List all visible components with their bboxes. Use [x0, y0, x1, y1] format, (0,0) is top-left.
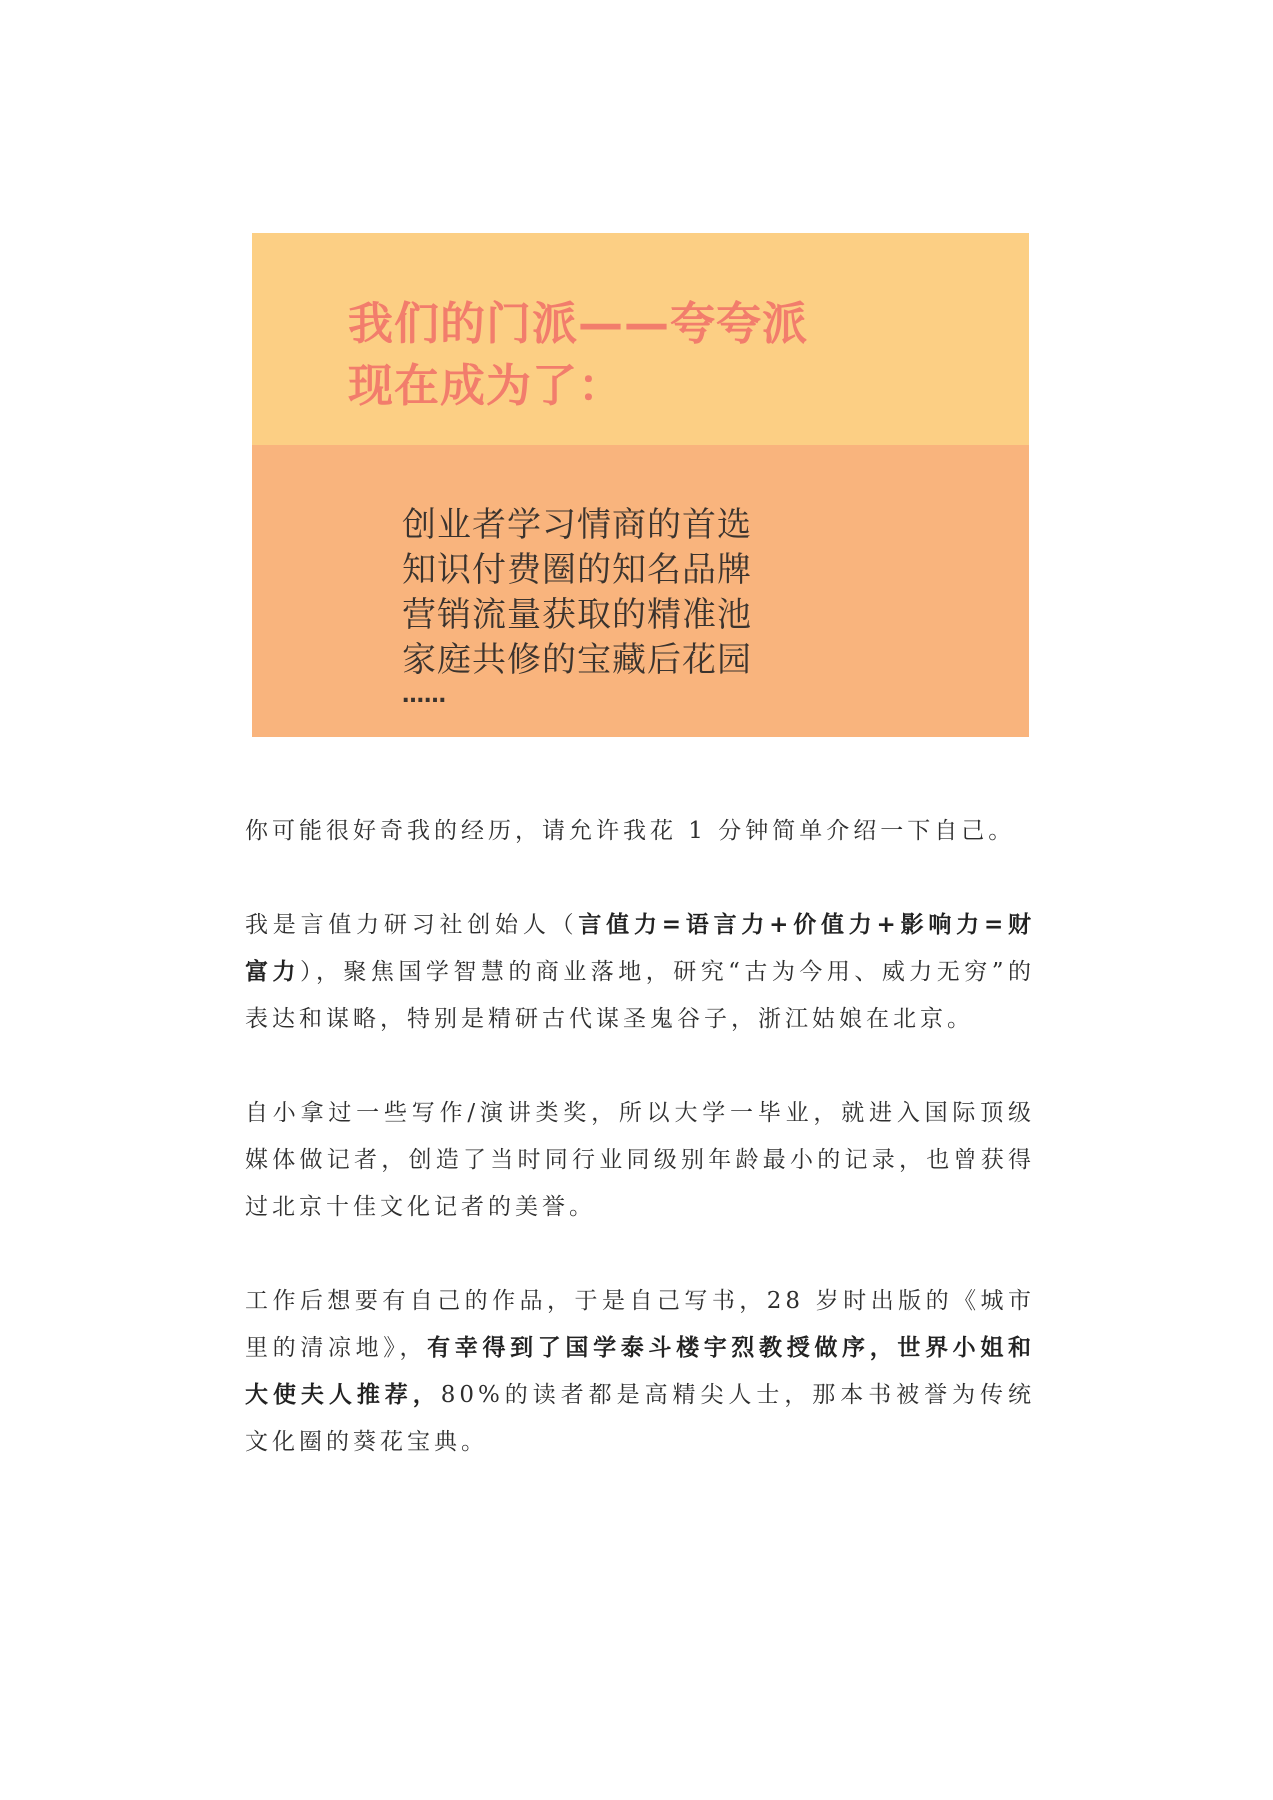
text-segment: 自小拿过一些写作/演讲类奖，所以大学一毕业，就进入国际顶级媒体做记者，创造了当时同行业同级别年龄最小的记录，也曾获得过北京十佳文化记者的美誉。 — [245, 1100, 1035, 1220]
promo-banner — [252, 233, 1029, 737]
paragraph-intro — [245, 808, 1035, 855]
banner-achievement-list — [402, 503, 752, 709]
banner-list-item: 知识付费圈的知名品牌 — [402, 550, 752, 590]
banner-title — [348, 293, 808, 417]
banner-list-item: 营销流量获取的精准池 — [402, 595, 752, 635]
banner-title-panel — [252, 233, 1029, 445]
text-segment: ），聚焦国学智慧的商业落地，研究“古为今用、威力无穷”的表达和谋略，特别是精研古代谋圣鬼谷子，浙江姑娘在北京。 — [245, 959, 1035, 1032]
paragraph-journalist — [245, 1090, 1035, 1231]
banner-list-item: 家庭共修的宝藏后花园 — [402, 640, 752, 680]
text-segment: 工作后想要有自己的作品，于是自己写书，28 岁时出版的《城市里的清凉地》， — [245, 1288, 1035, 1361]
banner-title-line-2: 现在成为了： — [348, 359, 625, 412]
text-segment: 你可能很好奇我的经历，请允许我花 1 分钟简单介绍一下自己。 — [245, 818, 1016, 844]
banner-title-line-1: 我们的门派——夸夸派 — [348, 297, 809, 350]
text-segment: 我是言值力研习社创始人（ — [245, 912, 579, 938]
paragraph-author — [245, 1278, 1035, 1466]
body-text — [245, 808, 1035, 1513]
banner-list-item: 创业者学习情商的首选 — [402, 505, 752, 545]
banner-list-ellipsis: …… — [402, 683, 446, 708]
bold-text-segment: 言值力=语言力+价值力+影响力=财富力 — [245, 912, 1035, 985]
text-segment: 80%的读者都是高精尖人士，那本书被誉为传统文化圈的葵花宝典。 — [245, 1382, 1036, 1455]
bold-text-segment: 有幸得到了国学泰斗楼宇烈教授做序，世界小姐和大使夫人推荐， — [245, 1335, 1036, 1408]
paragraph-founder — [245, 902, 1035, 1043]
